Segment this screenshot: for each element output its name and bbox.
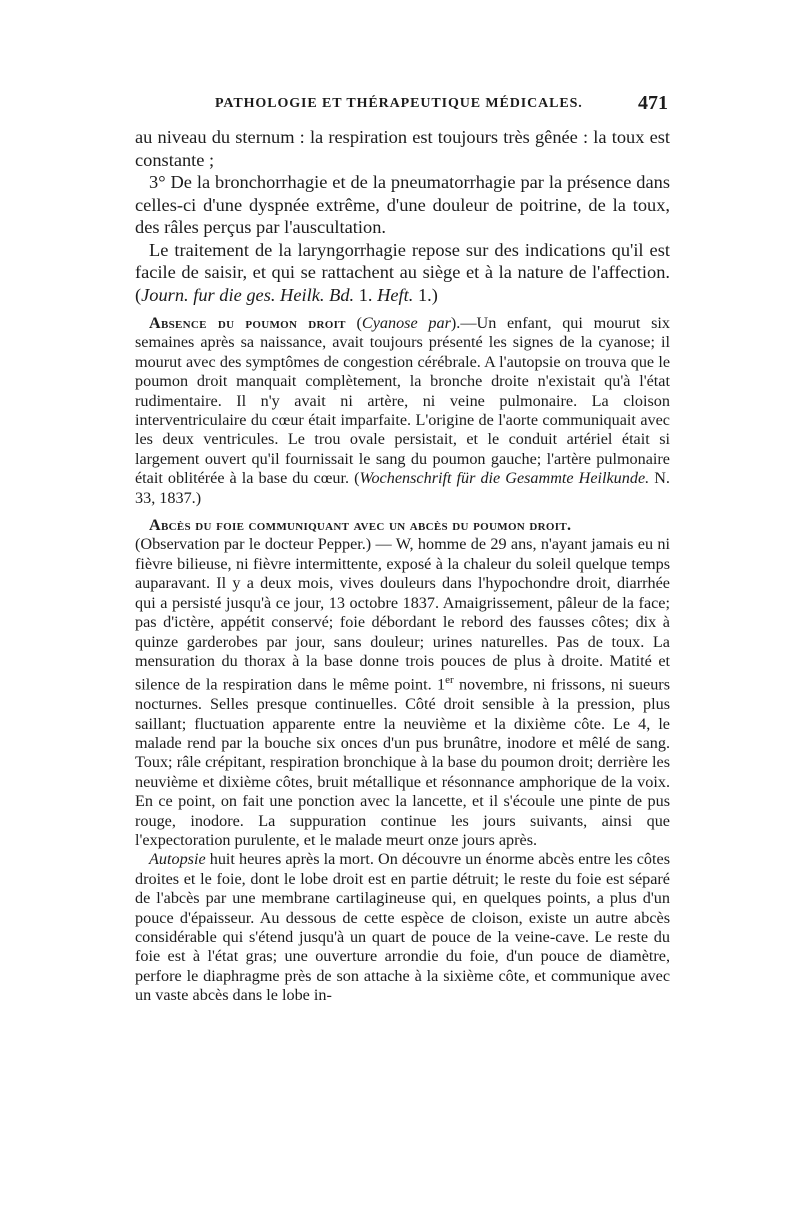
autopsie-text: huit heures après la mort. On découvre un énorme abcès entre les côtes droites et le foie, dont le lobe droit est en partie détruit; le reste du foie est séparé de l'abcès par une membrane cartilagineuse qui, en quelques points, a plus d'un pouce d'épaisseur. Au dessous de cette espèce de cloison, existe un autre abcès considérable qui s'étend jusqu'à un quart de pouce de la veine-cave. Le reste du foie est à l'état gras; une ouverture arrondie du foie, d'un pouce de diamètre, perfore le diaphragme près de son attache à la sixième côte, et communique avec un vaste abcès dans le lobe in- (135, 850, 670, 1005)
journal-issue-label: Heft. (377, 284, 414, 305)
page-header (135, 92, 670, 122)
paragraph-continuation: au niveau du sternum : la respiration est toujours très gênée : la toux est constante ; (135, 127, 670, 170)
body-text (135, 126, 670, 1006)
running-head: PATHOLOGIE ET THÉRAPEUTIQUE MÉDICALES. (215, 96, 583, 111)
small-print-section (135, 314, 670, 1006)
abces-observation (135, 535, 670, 850)
journal-issue: 1.) (413, 284, 438, 305)
article-heading-absence: Absence du poumon droit (149, 314, 346, 332)
top-paragraphs (135, 126, 670, 306)
heading-paren-open: ( (345, 314, 362, 332)
ordinal-superscript: er (445, 674, 454, 687)
article-absence-poumon (135, 314, 670, 508)
abces-autopsie (135, 850, 670, 1005)
absence-text: —Un enfant, qui mourut six semaines après sa naissance, avait toujours présenté les signes de la cyanose; il mourut avec des symptômes de congestion cérébrale. A l'autopsie on trouva que le poumon droit manquait complètement, la bronche droite n'existait qu'à l'état rudimentaire. Il n'y avait ni artère, ni veine pulmonaire. La cloison interventriculaire du cœur était imparfaite. L'origine de l'aorte communiquait avec les deux ventricules. Le trou ovale persistait, et le conduit artériel était si largement ouvert qu'il fournissait le sang du poumon gauche; l'artère pulmonaire était oblitérée à la base du cœur. ( (135, 314, 670, 488)
traitement-text: Le traitement de la laryngorrhagie repose sur des indications qu'il est facile de saisir, et qui se rattachent au siège et à la nature de l'affection. ( (135, 239, 670, 305)
paragraph-bronchorrhagie: 3° De la bronchorrhagie et de la pneumatorrhagie par la présence dans celles-ci d'une dyspnée extrême, d'une douleur de poitrine, de la toux, des râles perçus par l'auscultation. (135, 172, 670, 237)
abces-text-part1: (Observation par le docteur Pepper.) — W, homme de 29 ans, n'ayant jamais eu ni fièvre bilieuse, ni fièvre intermittente, exposé à la chaleur du soleil quelque temps auparavant. Il y a deux mois, vives douleurs dans l'hypochondre droit, diarrhée qui a persisté jusqu'à ce jour, 13 octobre 1837. Amaigrissement, pâleur de la face; pas d'ictère, appétit conservé; foie débordant le rebord des fausses côtes; dix à quinze garderobes par jour, sans douleur; urines naturelles. Pas de toux. La mensuration du thorax à la base donne trois pouces de plus à droite. Matité et silence de la respiration dans le même point. 1 (135, 535, 670, 694)
journal-volume: 1. (354, 284, 378, 305)
absence-reference-end: N. 33, 1837.) (135, 469, 670, 507)
paragraph-traitement (135, 239, 670, 307)
abces-text-part2: novembre, ni frissons, ni sueurs nocturnes. Selles presque continuelles. Côté droit sensible à la pression, plus saillant; fluctuation apparente entre la neuvième et la dixième côte. Le 4, le malade rend par la bouche six onces d'un pus brunâtre, inodore et mêlé de sang. Toux; râle crépitant, respiration bronchique à la base du poumon droit; derrière les neuvième et dixième côtes, bruit métallique et résonnance amphorique de la voix. En ce point, on fait une ponction avec la lancette, et il s'écoule une pinte de pus rouge, inodore. La suppuration continue les jours suivants, ainsi que l'expectoration purulente, et le malade meurt onze jours après. (135, 675, 670, 849)
heading-paren-close: ). (450, 314, 461, 332)
absence-reference: Wochenschrift für die Gesammte Heilkunde. (359, 469, 650, 488)
article-abces-foie (135, 516, 670, 535)
heading-italic-cyanose: Cyanose par (361, 314, 451, 332)
article-heading-abces: Abcès du foie communiquant avec un abcès du poumon droit. (149, 516, 572, 535)
page-number: 471 (638, 92, 668, 114)
journal-reference: Journ. fur die ges. Heilk. Bd. (141, 284, 355, 305)
autopsie-label: Autopsie (149, 850, 206, 869)
